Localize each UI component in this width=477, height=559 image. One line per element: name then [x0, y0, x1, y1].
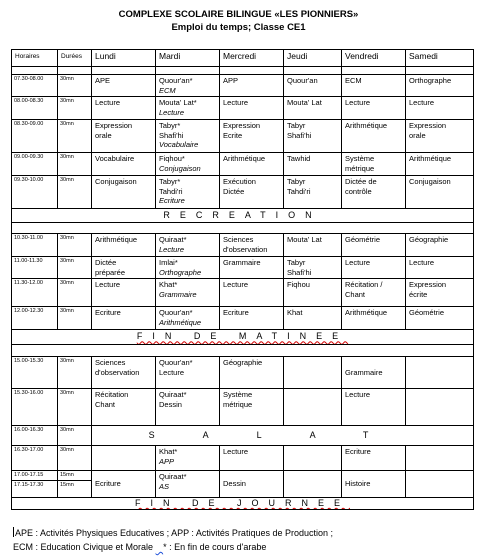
- time-cell: 15.30-16.00: [12, 389, 58, 426]
- cell-vendredi: Lecture: [342, 389, 406, 426]
- cell-lundi: Conjugaison: [92, 176, 156, 209]
- duration-cell: 15mn: [58, 481, 92, 498]
- cell-mercredi: Expression Ecrite: [220, 120, 284, 153]
- cell-lundi: Arithmétique: [92, 234, 156, 257]
- duration-cell: 30mn: [58, 257, 92, 279]
- spacer-row: [12, 67, 474, 75]
- cell-mardi: Khat* Grammaire: [156, 279, 220, 307]
- time-cell: 10.30-11.00: [12, 234, 58, 257]
- cell-samedi: [406, 446, 474, 471]
- duration-cell: 30mn: [58, 446, 92, 471]
- cell-mercredi: Exécution Dictée: [220, 176, 284, 209]
- cell-jeudi: Tabyr Shafi'hi: [284, 257, 342, 279]
- footer-legend-line-1: APE : Activités Physiques Educatives ; APP : Activités Pratiques de Production ;: [15, 528, 333, 538]
- table-row: [12, 279, 474, 307]
- cell-jeudi: Tabyr Tahdi'ri: [284, 176, 342, 209]
- recreation-label: RECREATION: [12, 209, 474, 223]
- salat-row: [12, 426, 474, 446]
- fin-de-journee-label: FIN DE JOURNEE: [12, 498, 474, 510]
- cell-vendredi: Histoire: [342, 471, 406, 498]
- cell-jeudi: Fiqhou: [284, 279, 342, 307]
- cell-samedi: [406, 357, 474, 389]
- cell-mercredi: Lecture: [220, 279, 284, 307]
- table-row: [12, 120, 474, 153]
- cell-mercredi: Sciences d'observation: [220, 234, 284, 257]
- cell-mardi: Tabyr* Tahdi'ri Ecriture: [156, 176, 220, 209]
- footer-legend-line-2: ECM : Education Civique et Morale * : En fin de cours d'arabe: [13, 542, 267, 552]
- cell-jeudi: Mouta' Lat: [284, 234, 342, 257]
- duration-cell: 30mn: [58, 75, 92, 97]
- duration-cell: 30mn: [58, 153, 92, 176]
- cell-samedi: [406, 389, 474, 426]
- cell-jeudi: Tawhid: [284, 153, 342, 176]
- cell-jeudi: Tabyr Shafi'hi: [284, 120, 342, 153]
- cell-mercredi: Dessin: [220, 471, 284, 498]
- salat-label: SALAT: [92, 426, 474, 446]
- cell-lundi: [92, 446, 156, 471]
- table-row: [12, 176, 474, 209]
- header-horaires: Horaires: [12, 50, 58, 67]
- time-cell: 07.30-08.00: [12, 75, 58, 97]
- header-durees: Durées: [58, 50, 92, 67]
- cell-jeudi: Khat: [284, 307, 342, 330]
- cell-vendredi: Arithmétique: [342, 120, 406, 153]
- cell-samedi: [406, 471, 474, 498]
- table-row: [12, 234, 474, 257]
- fin-de-matinee-label: FIN DE MATINEE: [12, 330, 474, 345]
- duration-cell: 30mn: [58, 234, 92, 257]
- duration-cell: 30mn: [58, 279, 92, 307]
- cell-mardi: Quiraat* AS: [156, 471, 220, 498]
- school-name: COMPLEXE SCOLAIRE BILINGUE «LES PIONNIERS»: [118, 9, 359, 20]
- table-row: [12, 357, 474, 389]
- header-row: [12, 50, 474, 67]
- cell-vendredi: Dictée de contrôle: [342, 176, 406, 209]
- cell-lundi: Expression orale: [92, 120, 156, 153]
- cell-samedi: Lecture: [406, 97, 474, 120]
- cell-lundi: Lecture: [92, 279, 156, 307]
- time-cell: 11.00-11.30: [12, 257, 58, 279]
- cell-mercredi: Ecriture: [220, 307, 284, 330]
- cell-mardi: Imlai* Orthographe: [156, 257, 220, 279]
- cell-lundi: Lecture: [92, 97, 156, 120]
- cell-mardi: Quour'an* Lecture: [156, 357, 220, 389]
- cell-mercredi: APP: [220, 75, 284, 97]
- duration-cell: 30mn: [58, 389, 92, 426]
- time-cell: 09.00-09.30: [12, 153, 58, 176]
- table-row: [12, 153, 474, 176]
- recreation-row: [12, 209, 474, 223]
- cell-mardi: Khat* APP: [156, 446, 220, 471]
- cell-samedi: Arithmétique: [406, 153, 474, 176]
- cell-vendredi: ECM: [342, 75, 406, 97]
- cell-jeudi: Mouta' Lat: [284, 97, 342, 120]
- cell-samedi: Expression orale: [406, 120, 474, 153]
- cell-mercredi: Lecture: [220, 446, 284, 471]
- cell-samedi: Géographie: [406, 234, 474, 257]
- cell-vendredi-afternoon: Grammaire: [342, 357, 406, 389]
- table-row: [12, 389, 474, 426]
- duration-cell: 30mn: [58, 176, 92, 209]
- cell-lundi: APE: [92, 75, 156, 97]
- time-cell: 15.00-15.30: [12, 357, 58, 389]
- header-lundi: Lundi: [92, 50, 156, 67]
- cell-vendredi: Lecture: [342, 257, 406, 279]
- time-cell: 16.30-17.00: [12, 446, 58, 471]
- header-mardi: Mardi: [156, 50, 220, 67]
- cell-samedi: Lecture: [406, 257, 474, 279]
- header-vendredi: Vendredi: [342, 50, 406, 67]
- cell-lundi: Sciences d'observation: [92, 357, 156, 389]
- cell-jeudi: [284, 389, 342, 426]
- time-cell: 17.15-17.30: [12, 481, 58, 498]
- spacer-row: [12, 223, 474, 234]
- cell-lundi: Ecriture: [92, 307, 156, 330]
- cell-mercredi: Géographie: [220, 357, 284, 389]
- duration-cell: 30mn: [58, 120, 92, 153]
- cell-mercredi: Système métrique: [220, 389, 284, 426]
- cell-jeudi: [284, 471, 342, 498]
- cell-samedi: Expression écrite: [406, 279, 474, 307]
- cell-samedi: Conjugaison: [406, 176, 474, 209]
- cell-lundi: Ecriture: [92, 471, 156, 498]
- cell-vendredi: Lecture: [342, 97, 406, 120]
- matinee-row: [12, 330, 474, 345]
- cell-mercredi: Arithmétique: [220, 153, 284, 176]
- cell-jeudi: [284, 446, 342, 471]
- cell-jeudi: Quour'an: [284, 75, 342, 97]
- cell-vendredi: Système métrique: [342, 153, 406, 176]
- header-jeudi: Jeudi: [284, 50, 342, 67]
- cell-vendredi: Ecriture: [342, 446, 406, 471]
- table-row: [12, 97, 474, 120]
- cell-mardi: Quiraat* Dessin: [156, 389, 220, 426]
- cell-samedi: Géométrie: [406, 307, 474, 330]
- table-row: [12, 75, 474, 97]
- timetable: [11, 49, 474, 510]
- duration-cell: 30mn: [58, 357, 92, 389]
- time-cell: 08.30-09.00: [12, 120, 58, 153]
- cell-mardi: Fiqhou* Conjugaison: [156, 153, 220, 176]
- duration-cell: 30mn: [58, 307, 92, 330]
- duration-cell: 30mn: [58, 97, 92, 120]
- cell-vendredi: Récitation / Chant: [342, 279, 406, 307]
- table-row: [12, 471, 474, 481]
- cell-mercredi: Grammaire: [220, 257, 284, 279]
- cell-mercredi: Lecture: [220, 97, 284, 120]
- table-row: [12, 257, 474, 279]
- cell-lundi: Vocabulaire: [92, 153, 156, 176]
- cell-lundi: Récitation Chant: [92, 389, 156, 426]
- journee-row: [12, 498, 474, 510]
- cell-mardi: Mouta' Lat* Lecture: [156, 97, 220, 120]
- time-cell: 09.30-10.00: [12, 176, 58, 209]
- cell-mardi: Quour'an* ECM: [156, 75, 220, 97]
- duration-cell: 30mn: [58, 426, 92, 446]
- cell-lundi: Dictée préparée: [92, 257, 156, 279]
- header-mercredi: Mercredi: [220, 50, 284, 67]
- time-cell: 12.00-12.30: [12, 307, 58, 330]
- cell-mardi: Quour'an* Arithmétique: [156, 307, 220, 330]
- duration-cell: 15mn: [58, 471, 92, 481]
- cell-vendredi: Arithmétique: [342, 307, 406, 330]
- cell-mardi: Tabyr* Shafi'hi Vocabulaire: [156, 120, 220, 153]
- cell-vendredi: Géométrie: [342, 234, 406, 257]
- time-cell: 16.00-16.30: [12, 426, 58, 446]
- timetable-subtitle: Emploi du temps; Classe CE1: [171, 22, 306, 33]
- table-row: [12, 446, 474, 471]
- cell-mardi: Quiraat* Lecture: [156, 234, 220, 257]
- text-cursor: [13, 527, 14, 537]
- cell-jeudi: [284, 357, 342, 389]
- time-cell: 08.00-08.30: [12, 97, 58, 120]
- time-cell: 11.30-12.00: [12, 279, 58, 307]
- table-row: [12, 307, 474, 330]
- header-samedi: Samedi: [406, 50, 474, 67]
- spacer-row: [12, 345, 474, 357]
- cell-samedi: Orthographe: [406, 75, 474, 97]
- time-cell: 17.00-17.15: [12, 471, 58, 481]
